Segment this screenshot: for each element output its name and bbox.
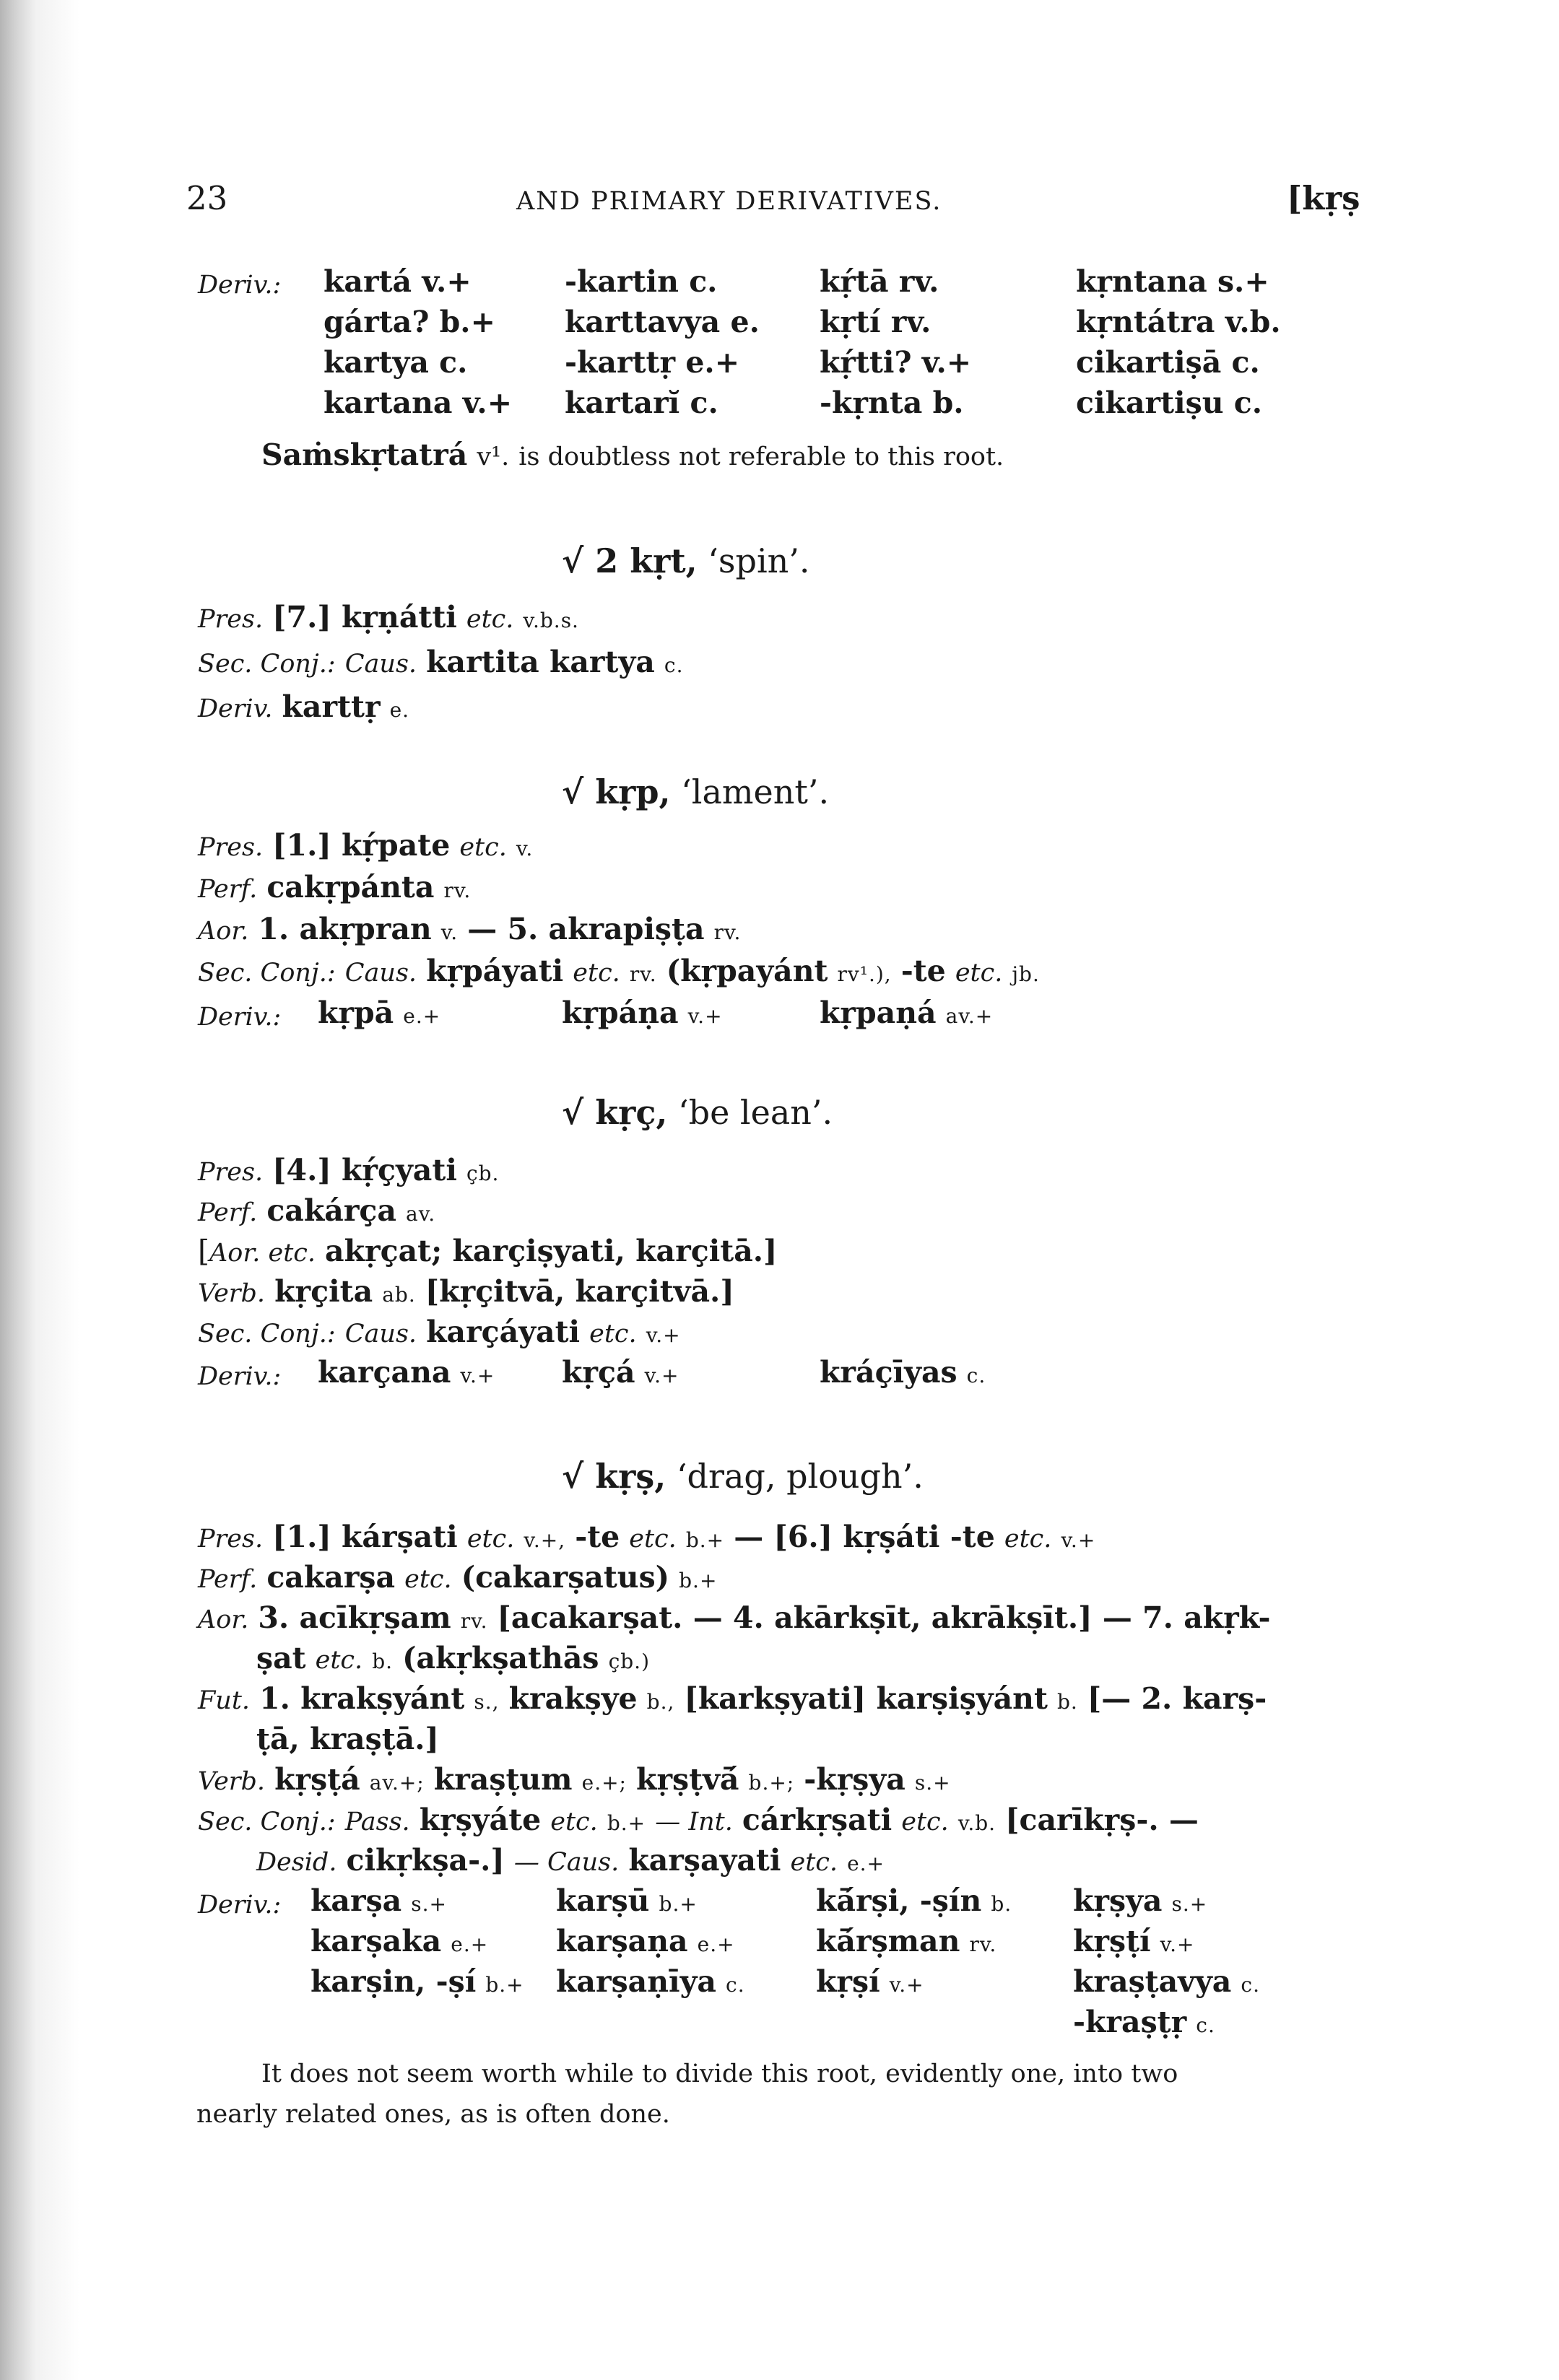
- deriv-entry: [820, 1354, 986, 1394]
- sec-conj-line: [198, 1802, 1199, 1841]
- pres-line: [198, 1519, 1095, 1559]
- etc-label: etc.: [466, 1525, 515, 1553]
- closing-note: nearly related ones, as is often done.: [196, 2100, 670, 2129]
- deriv-entry: [1073, 1883, 1207, 1922]
- root-heading: [562, 543, 810, 579]
- deriv-label: Deriv.:: [198, 1003, 282, 1032]
- caus-label: — Caus.: [513, 1848, 620, 1877]
- verb-form: kṛṣṭá: [274, 1762, 360, 1797]
- sec-conj-label: Sec. Conj.:: [198, 959, 336, 988]
- source-abbr: rv.: [969, 1932, 997, 1956]
- source-abbr: jb.: [1012, 962, 1040, 986]
- deriv-form: kraṣṭavya: [1073, 1964, 1232, 1999]
- deriv-line: [198, 689, 409, 728]
- verb-form: -kṛṣya: [804, 1762, 906, 1797]
- etc-label: etc.: [466, 605, 514, 634]
- pass-label: Pass.: [344, 1808, 410, 1836]
- source-abbr: b.+: [485, 1973, 524, 1997]
- root-header: [kṛṣ: [1287, 179, 1360, 217]
- source-abbr: çb.: [466, 1161, 500, 1185]
- fut-form: [— 2. karṣ-: [1087, 1681, 1267, 1716]
- source-abbr: av.+;: [369, 1771, 425, 1795]
- perf-line: [198, 869, 471, 909]
- etc-label: etc.: [629, 1525, 677, 1553]
- deriv-form: kṛpā: [318, 995, 394, 1030]
- deriv-form: kṛṣya: [1073, 1883, 1163, 1918]
- deriv-form: kráçīyas: [820, 1355, 957, 1390]
- deriv-form: karttṛ: [282, 689, 381, 724]
- sec-conj-label: Sec. Conj.:: [198, 650, 336, 679]
- scan-edge: [0, 0, 79, 2380]
- source-abbr: b.+: [659, 1892, 698, 1916]
- page-number: 23: [186, 179, 228, 217]
- deriv-entry: [318, 995, 440, 1034]
- source-abbr: ab.: [382, 1283, 416, 1307]
- perf-form: (cakarṣatus): [461, 1560, 670, 1595]
- etc-label: etc.: [404, 1565, 452, 1594]
- pres-label: Pres.: [198, 833, 264, 862]
- etc-label: etc.: [550, 1808, 598, 1836]
- sec-conj-line: [198, 644, 684, 684]
- source-abbr: rv.: [629, 962, 657, 986]
- deriv-entry: [556, 1963, 745, 2003]
- verb-form: kṛçita: [274, 1274, 373, 1309]
- caus-label: Caus.: [344, 959, 417, 988]
- source-abbr: v.+: [1061, 1528, 1096, 1552]
- perf-label: Perf.: [198, 875, 258, 904]
- source-abbr: b.,: [646, 1690, 675, 1714]
- aor-form: akṛçat; karçiṣyati, karçitā.]: [325, 1234, 778, 1268]
- desid-label: Desid.: [256, 1848, 337, 1877]
- verb-form: [kṛçitvā, karçitvā.]: [425, 1274, 734, 1309]
- verb-form: kraṣṭum: [433, 1762, 573, 1797]
- pres-label: Pres.: [198, 605, 264, 634]
- deriv-word: cikartiṣu c.: [1076, 385, 1263, 420]
- deriv-form: karṣin, -ṣí: [311, 1964, 477, 1999]
- aor-line: [198, 911, 741, 951]
- deriv-form: kā́rṣman: [816, 1924, 960, 1958]
- source-abbr: s.,: [474, 1690, 500, 1714]
- root-gloss: ‘spin’.: [708, 541, 810, 580]
- closing-note: It does not seem worth while to divide this root, evidently one, into two: [261, 2059, 1178, 2088]
- pres-form: -te: [575, 1520, 620, 1554]
- aor-form: [acakarṣat. — 4. akārkṣīt, akrākṣīt.] — 7. akṛk-: [497, 1600, 1271, 1635]
- desid-line: [256, 1842, 885, 1882]
- deriv-entry: [311, 1923, 488, 1963]
- deriv-word: kṛntana s.+: [1076, 264, 1269, 299]
- source-abbr: v.: [440, 920, 459, 944]
- source-abbr: v.b.s.: [523, 609, 579, 632]
- source-abbr: s.+: [914, 1771, 951, 1795]
- caus-form: kartita kartya: [426, 645, 655, 679]
- root-heading: [562, 1094, 833, 1130]
- source-abbr: b.+;: [748, 1771, 795, 1795]
- aor-form: ṣat: [256, 1641, 306, 1675]
- note-text: is doubtless not referable to this root.: [518, 443, 1004, 471]
- source-abbr: v.+,: [524, 1528, 566, 1552]
- caus-form: kṛpáyati: [426, 954, 564, 988]
- deriv-label: Deriv.: [198, 694, 273, 723]
- sec-conj-line: [198, 953, 1040, 993]
- etc-label: etc.: [315, 1646, 363, 1675]
- deriv-word: cikartiṣā c.: [1076, 345, 1260, 380]
- perf-line: [198, 1193, 435, 1232]
- root-gloss: ‘lament’.: [681, 772, 830, 811]
- source-abbr: rv.: [713, 920, 742, 944]
- deriv-form: karṣū: [556, 1883, 650, 1918]
- source-abbr: c.: [664, 653, 684, 677]
- caus-form: karçáyati: [426, 1315, 581, 1349]
- etc-label: etc.: [573, 959, 620, 988]
- source-abbr: rv¹.),: [837, 962, 892, 986]
- root-heading: [562, 1458, 924, 1494]
- root-gloss: ‘drag, plough’.: [676, 1457, 924, 1496]
- etc-label: etc.: [901, 1808, 949, 1836]
- sec-conj-label: Sec. Conj.:: [198, 1808, 336, 1836]
- source-abbr: v.+: [646, 1323, 681, 1347]
- deriv-entry: [556, 1883, 698, 1922]
- root-heading-word: √ 2 kṛt,: [562, 541, 698, 580]
- pres-form: [7.] kṛṇátti: [272, 600, 457, 635]
- source-abbr: av.: [406, 1202, 436, 1226]
- source-abbr: v.: [516, 837, 534, 860]
- deriv-form: kṛpaṇá: [820, 995, 937, 1030]
- aor-line: [198, 1233, 777, 1271]
- source-abbr: e.+: [847, 1852, 885, 1875]
- pres-form: [1.] kárṣati: [272, 1520, 458, 1554]
- etc-label: etc.: [589, 1320, 637, 1348]
- source-abbr: c.: [726, 1973, 745, 1997]
- fut-label: Fut.: [198, 1686, 251, 1715]
- source-abbr: b.+: [679, 1569, 718, 1592]
- aor-form: 1. akṛpran: [258, 912, 432, 946]
- aor-line-cont: [256, 1640, 650, 1680]
- int-form: [carīkṛṣ-. —: [1005, 1803, 1199, 1837]
- source-abbr: v.+: [644, 1364, 679, 1387]
- int-label: — Int.: [655, 1808, 733, 1836]
- verb-label: Verb.: [198, 1279, 266, 1308]
- source-abbr: v.b.: [957, 1811, 996, 1835]
- deriv-entry: [311, 1963, 524, 2003]
- perf-line: [198, 1559, 717, 1599]
- source-abbr: e.+: [697, 1932, 735, 1956]
- etc-label: etc.: [955, 959, 1003, 988]
- source-abbr: b.+: [607, 1811, 646, 1835]
- deriv-entry: [1073, 1963, 1260, 2003]
- deriv-entry: [1073, 2004, 1215, 2044]
- pres-form: [4.] kṛ́çyati: [272, 1153, 457, 1187]
- source-abbr: s.+: [411, 1892, 448, 1916]
- source-abbr: b.: [372, 1649, 394, 1673]
- source-abbr: v.+: [1160, 1932, 1195, 1956]
- deriv-word: -karttṛ e.+: [565, 345, 740, 380]
- deriv-form: kṛpáṇa: [562, 995, 679, 1030]
- perf-form: cakarṣa: [266, 1560, 396, 1595]
- source-abbr: c.: [1196, 2013, 1215, 2037]
- source-abbr: s.+: [1171, 1892, 1208, 1916]
- aor-form: (akṛkṣathās: [402, 1641, 599, 1675]
- root-heading: [562, 774, 829, 810]
- fut-form: [karkṣyati] karṣiṣyánt: [684, 1681, 1048, 1716]
- pres-form: — [6.] kṛṣáti -te: [734, 1520, 995, 1554]
- source-abbr: e.: [389, 698, 410, 722]
- root-heading-word: √ kṛp,: [562, 772, 671, 811]
- deriv-form: karṣaka: [311, 1924, 442, 1958]
- note-line: [261, 437, 1004, 475]
- caus-form: -te: [900, 954, 946, 988]
- fut-form: 1. krakṣyánt: [259, 1681, 465, 1716]
- fut-form: krakṣye: [508, 1681, 638, 1716]
- deriv-entry: [318, 1354, 495, 1394]
- deriv-word: kṛntátra v.b.: [1076, 305, 1281, 339]
- source-abbr: rv.: [443, 879, 472, 902]
- deriv-entry: [556, 1923, 735, 1963]
- verb-line: [198, 1273, 734, 1313]
- deriv-entry: [311, 1883, 447, 1922]
- source-abbr: c.: [966, 1364, 986, 1387]
- deriv-entry: [816, 1883, 1012, 1922]
- deriv-word: karttavya e.: [565, 305, 760, 339]
- deriv-form: -kraṣṭṛ: [1073, 2005, 1187, 2039]
- fut-line: [198, 1681, 1267, 1720]
- deriv-form: karçana: [318, 1355, 451, 1390]
- deriv-word: gárta? b.+: [323, 305, 495, 339]
- pres-label: Pres.: [198, 1525, 264, 1553]
- aor-label: Aor. etc.: [209, 1239, 316, 1268]
- caus-label: Caus.: [344, 1320, 417, 1348]
- deriv-label: Deriv.:: [198, 1362, 282, 1391]
- source-abbr: çb.): [608, 1649, 650, 1673]
- source-abbr: c.: [1241, 1973, 1261, 1997]
- deriv-form: kṛṣṭí: [1073, 1924, 1151, 1958]
- aor-label: Aor.: [198, 1605, 249, 1634]
- aor-form: 3. acīkṛṣam: [258, 1600, 451, 1635]
- etc-label: etc.: [790, 1848, 838, 1877]
- fut-form: ṭā, kraṣṭā.]: [256, 1722, 439, 1756]
- deriv-label: Deriv.:: [198, 1891, 282, 1919]
- deriv-form: karṣa: [311, 1883, 402, 1918]
- source-abbr: v.+: [889, 1973, 924, 1997]
- source-abbr: b.+: [685, 1528, 725, 1552]
- verb-form: kṛṣṭvā́: [636, 1762, 739, 1797]
- deriv-entry: [820, 995, 993, 1034]
- deriv-label: Deriv.:: [198, 271, 282, 300]
- deriv-word: kartá v.+: [323, 264, 472, 299]
- deriv-word: -kartin c.: [565, 264, 718, 299]
- deriv-form: karṣaṇa: [556, 1924, 688, 1958]
- deriv-form: kā́rṣi, -ṣín: [816, 1883, 982, 1918]
- pres-label: Pres.: [198, 1158, 264, 1187]
- deriv-word: kartarĭ c.: [565, 385, 718, 420]
- caus-form: karṣayati: [628, 1843, 781, 1878]
- source-abbr: b.: [1056, 1690, 1078, 1714]
- desid-form: cikṛkṣa-.]: [346, 1843, 505, 1878]
- pres-line: [198, 1152, 499, 1192]
- etc-label: etc.: [1004, 1525, 1052, 1553]
- source-abbr: rv.: [460, 1609, 488, 1633]
- deriv-form: kṛṣí: [816, 1964, 880, 1999]
- note-word: Saṁskṛtatrá: [261, 437, 468, 472]
- deriv-entry: [816, 1963, 924, 2003]
- deriv-word: kṛ́tā rv.: [820, 264, 939, 299]
- etc-label: etc.: [459, 833, 507, 862]
- pres-line: [198, 827, 533, 867]
- verb-line: [198, 1761, 951, 1801]
- perf-form: cakṛpánta: [266, 870, 435, 905]
- note-ref: v¹.: [477, 443, 510, 471]
- source-abbr: v.+: [687, 1004, 723, 1028]
- deriv-word: kṛ́tti? v.+: [820, 345, 972, 380]
- source-abbr: e.+;: [581, 1771, 627, 1795]
- pass-form: kṛṣyáte: [419, 1803, 542, 1837]
- caus-label: Caus.: [344, 650, 417, 679]
- perf-label: Perf.: [198, 1565, 258, 1594]
- source-abbr: av.+: [945, 1004, 994, 1028]
- deriv-entry: [562, 1354, 679, 1394]
- caus-form: (kṛpayánt: [666, 954, 828, 988]
- deriv-word: -kṛnta b.: [820, 385, 964, 420]
- source-abbr: b.: [991, 1892, 1012, 1916]
- deriv-word: kṛtí rv.: [820, 305, 932, 339]
- bracket: [: [198, 1234, 209, 1268]
- source-abbr: e.+: [451, 1932, 489, 1956]
- root-heading-word: √ kṛç,: [562, 1093, 668, 1132]
- aor-line: [198, 1600, 1271, 1639]
- deriv-entry: [562, 995, 723, 1034]
- source-abbr: e.+: [403, 1004, 441, 1028]
- pres-form: [1.] kṛ́pate: [272, 828, 451, 863]
- perf-form: cakárça: [266, 1193, 396, 1228]
- fut-line-cont: [256, 1721, 439, 1757]
- root-heading-word: √ kṛṣ,: [562, 1457, 666, 1496]
- aor-form: — 5. akrapiṣṭa: [467, 912, 705, 946]
- deriv-form: kṛçá: [562, 1355, 635, 1390]
- sec-conj-line: [198, 1314, 681, 1354]
- verb-label: Verb.: [198, 1767, 266, 1796]
- running-title: AND PRIMARY DERIVATIVES.: [516, 187, 942, 216]
- deriv-entry: [816, 1923, 996, 1963]
- deriv-word: kartana v.+: [323, 385, 513, 420]
- perf-label: Perf.: [198, 1198, 258, 1227]
- root-gloss: ‘be lean’.: [678, 1093, 833, 1132]
- aor-label: Aor.: [198, 917, 249, 946]
- deriv-entry: [1073, 1923, 1195, 1963]
- deriv-word: kartya c.: [323, 345, 468, 380]
- source-abbr: v.+: [460, 1364, 495, 1387]
- deriv-form: karṣaṇīya: [556, 1964, 716, 1999]
- int-form: cárkṛṣati: [742, 1803, 893, 1837]
- sec-conj-label: Sec. Conj.:: [198, 1320, 336, 1348]
- pres-line: [198, 599, 579, 639]
